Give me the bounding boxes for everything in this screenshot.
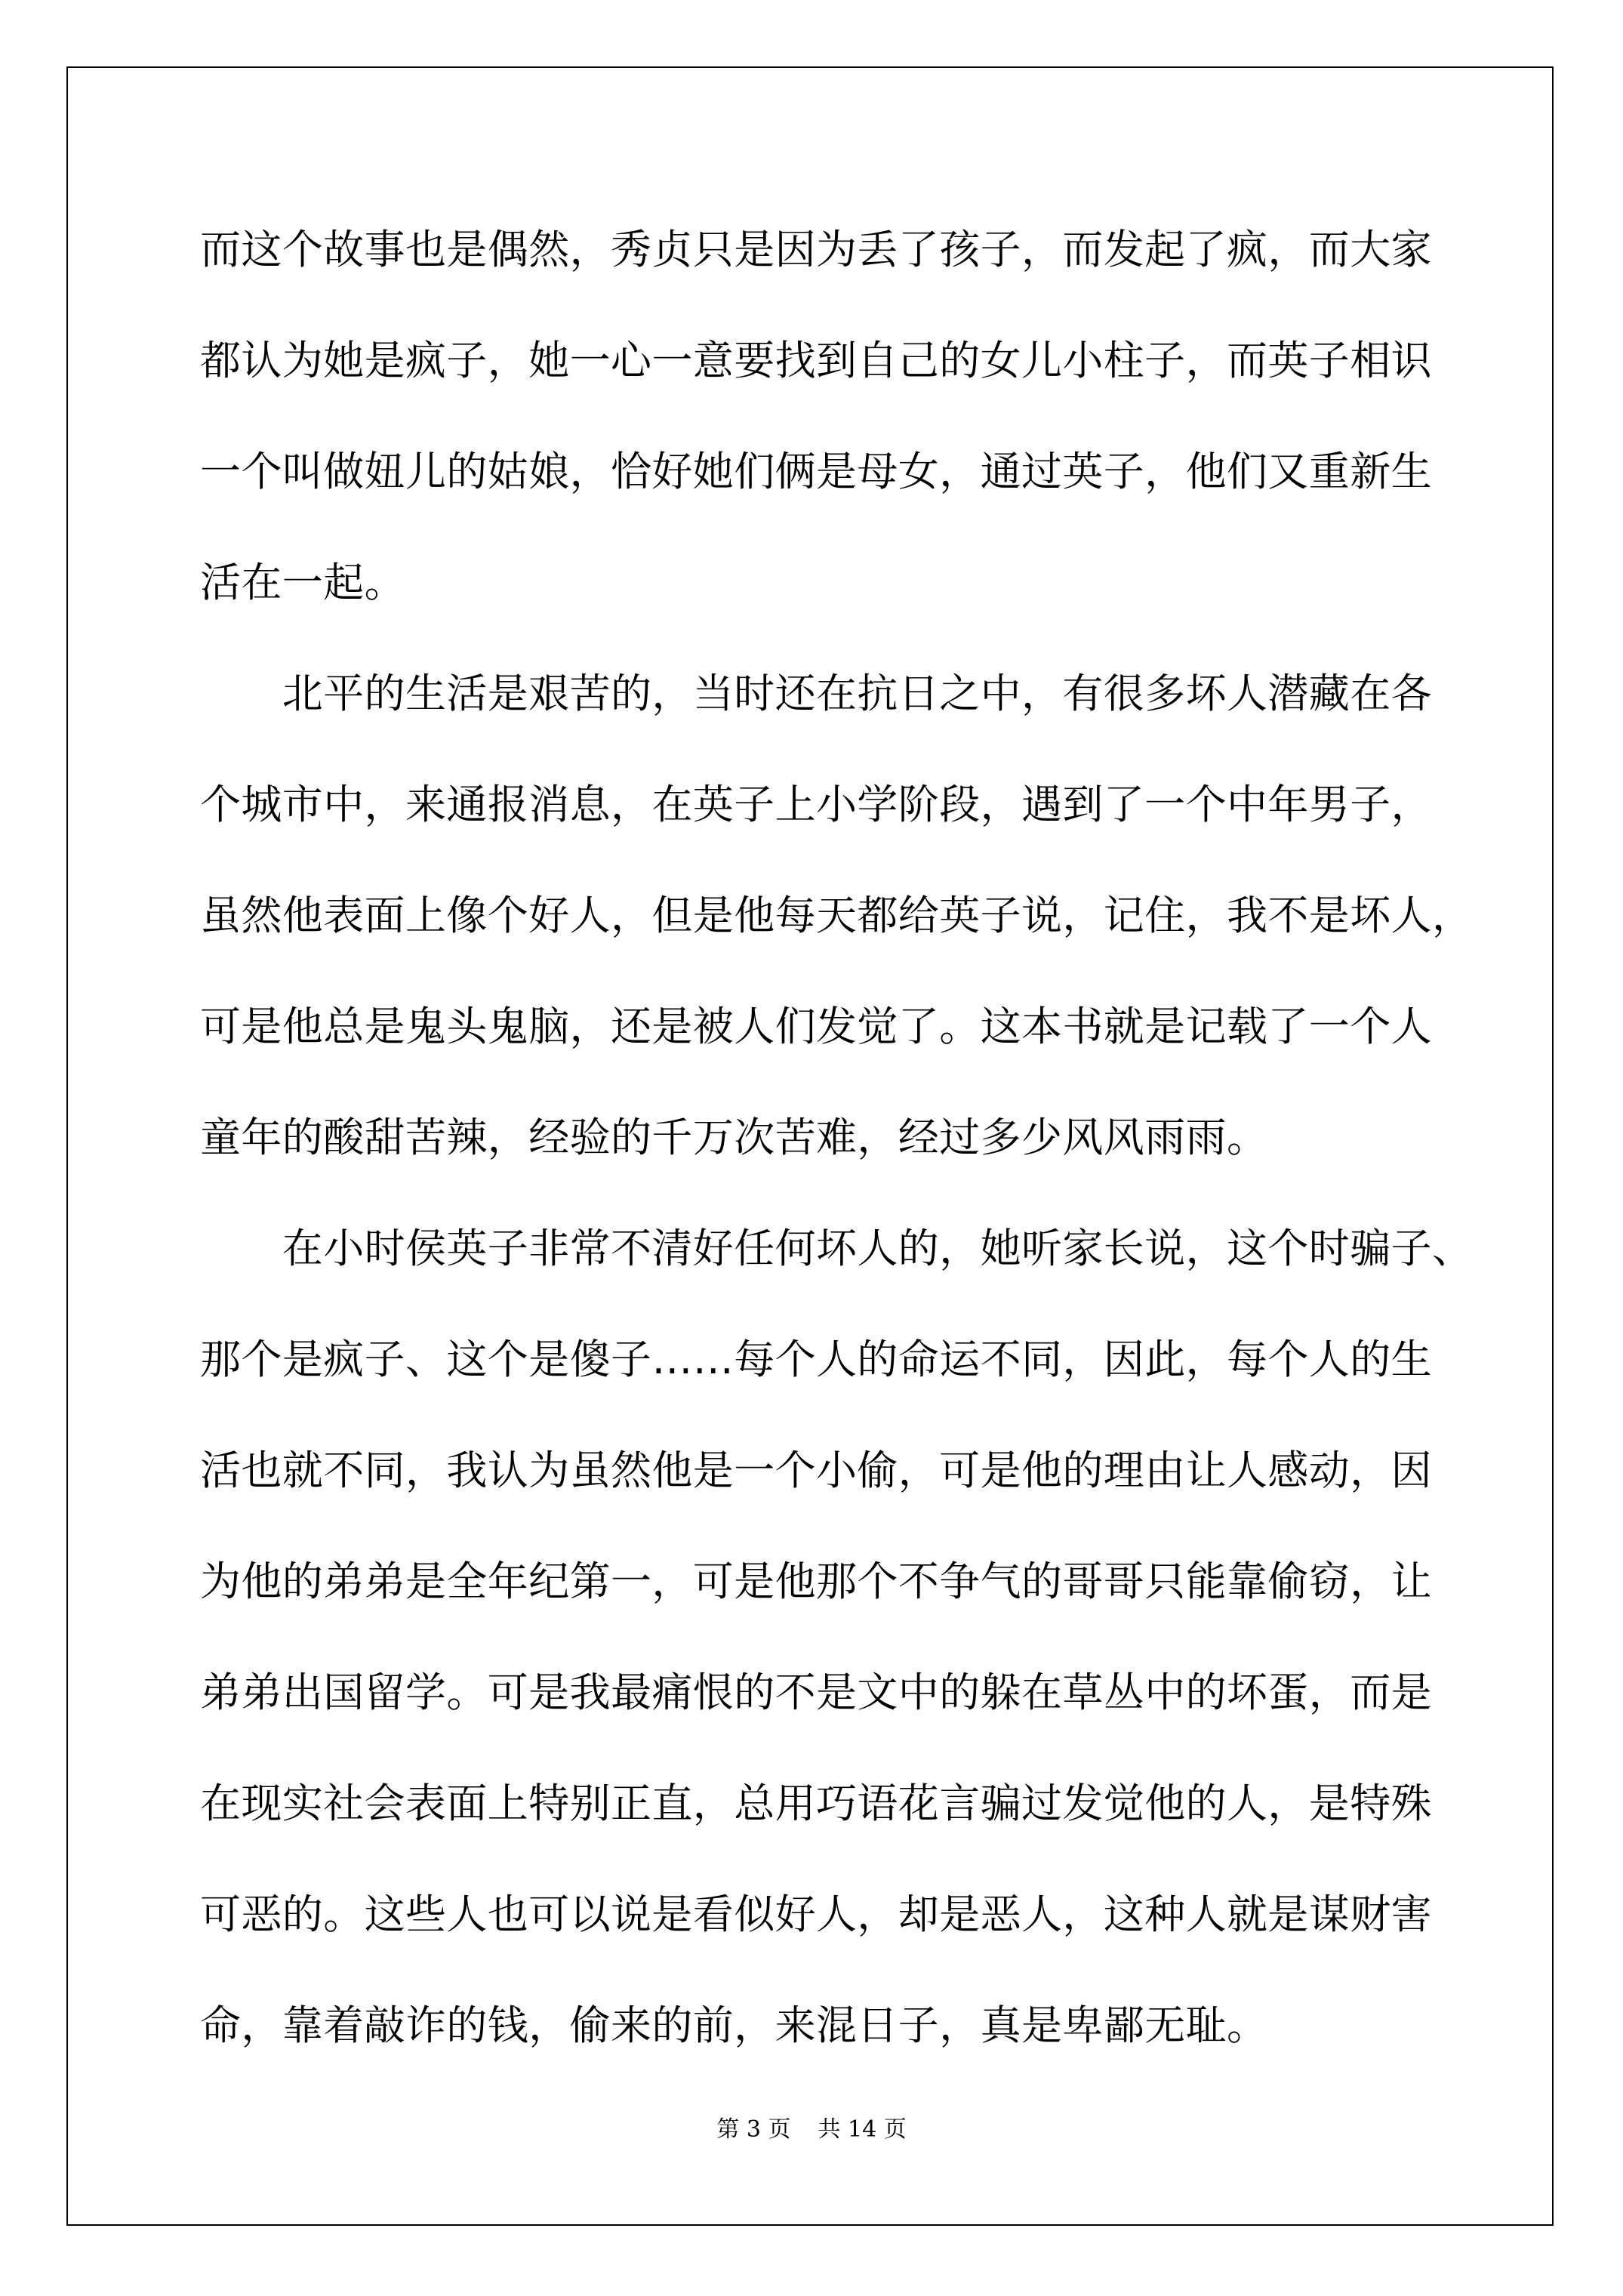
total-pages-label: 共 14 页 <box>818 2116 907 2143</box>
text-line: 命，靠着敲诈的钱，偷来的前，来混日子，真是卑鄙无耻。 <box>200 2002 1268 2049</box>
text-line: 为他的弟弟是全年纪第一，可是他那个不争气的哥哥只能靠偷窃，让 <box>200 1558 1432 1605</box>
text-line: 都认为她是疯子，她一心一意要找到自己的女儿小柱子，而英子相识 <box>200 337 1432 384</box>
text-line: 个城市中，来通报消息，在英子上小学阶段，遇到了一个中年男子， <box>200 781 1432 828</box>
text-line: 虽然他表面上像个好人，但是他每天都给英子说，记住，我不是坏人， <box>200 892 1474 939</box>
text-line: 那个是疯子、这个是傻子……每个人的命运不同，因此，每个人的生 <box>200 1336 1432 1383</box>
text-line: 活在一起。 <box>200 559 405 606</box>
text-line: 可是他总是鬼头鬼脑，还是被人们发觉了。这本书就是记载了一个人 <box>200 1003 1432 1050</box>
text-line: 一个叫做妞儿的姑娘，恰好她们俩是母女，通过英子，他们又重新生 <box>200 448 1432 495</box>
text-line: 活也就不同，我认为虽然他是一个小偷，可是他的理由让人感动，因 <box>200 1447 1432 1494</box>
text-line: 在小时侯英子非常不清好任何坏人的，她听家长说，这个时骗子、 <box>200 1225 1474 1272</box>
text-line: 童年的酸甜苦辣，经验的千万次苦难，经过多少风风雨雨。 <box>200 1114 1268 1161</box>
current-page-label: 第 3 页 <box>716 2116 791 2143</box>
text-line: 可恶的。这些人也可以说是看似好人，却是恶人，这种人就是谋财害 <box>200 1891 1432 1938</box>
text-line: 北平的生活是艰苦的，当时还在抗日之中，有很多坏人潜藏在各 <box>200 670 1432 717</box>
page-footer <box>0 2110 1623 2143</box>
text-line: 而这个故事也是偶然，秀贞只是因为丢了孩子，而发起了疯，而大家 <box>200 226 1432 273</box>
text-line: 弟弟出国留学。可是我最痛恨的不是文中的躲在草丛中的坏蛋，而是 <box>200 1669 1432 1716</box>
text-line: 在现实社会表面上特别正直，总用巧语花言骗过发觉他的人，是特殊 <box>200 1780 1432 1827</box>
